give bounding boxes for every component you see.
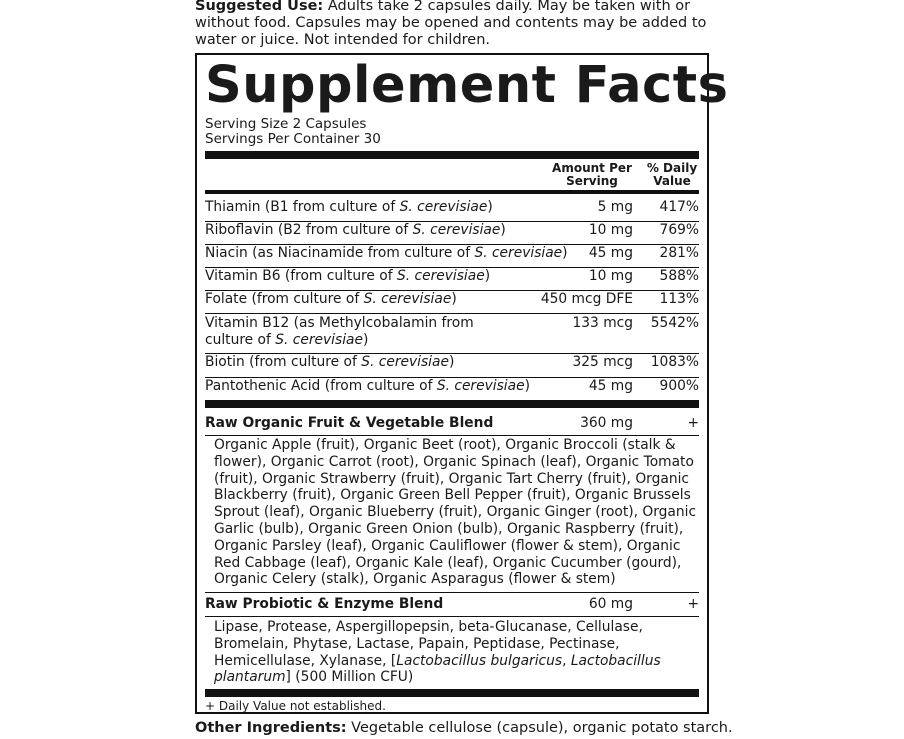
nutrient-name [205, 315, 474, 349]
nutrient-name [205, 222, 506, 239]
blend2-divider [205, 616, 699, 617]
blend1-dv: + [687, 415, 699, 431]
nutrient-name-text-line2: culture of [205, 332, 276, 348]
suggested-use-text [195, 0, 715, 49]
amount-per-serving-header [551, 162, 633, 188]
thick-divider-blends [205, 400, 699, 408]
suggested-use-label: Suggested Use: [195, 0, 324, 14]
daily-value-header [641, 162, 703, 188]
nutrient-source-organism: S. cerevisiae [436, 378, 525, 394]
nutrient-daily-value: 900% [659, 378, 699, 394]
other-ingredients-body: Vegetable cellulose (capsule), organic potato starch. [346, 720, 733, 736]
blend2-ingredients-em1: Lactobacillus bulgaricus [396, 652, 563, 669]
nutrient-name-text: Vitamin B6 (from culture of [205, 268, 397, 284]
nutrient-source-organism: S. cerevisiae [363, 291, 452, 307]
nutrient-name-close: ) [484, 268, 491, 284]
blend2-dv: + [687, 596, 699, 612]
nutrient-amount: 450 mcg DFE [540, 291, 633, 307]
nutrient-amount: 45 mg [588, 245, 633, 261]
nutrient-amount: 133 mcg [572, 315, 633, 331]
blend2-ingredients-mid: , [562, 652, 571, 669]
thick-divider-bottom [205, 689, 699, 697]
blend2-ingredients-post: ] (500 Million CFU) [285, 669, 414, 686]
nutrient-source-organism: S. cerevisiae [361, 354, 449, 370]
nutrient-name-text: Pantothenic Acid (from culture of [205, 378, 437, 394]
suggested-use-body: Adults take 2 capsules daily. May be taken with or without food. Capsules may be opened and contents may be added to water or juice. Not intended for children. [195, 0, 707, 48]
nutrient-daily-value: 1083% [650, 354, 699, 370]
dv-header-line2: Value [653, 174, 691, 188]
nutrient-name-text: Riboflavin (B2 from culture of [205, 222, 413, 238]
header-divider [205, 190, 699, 194]
serving-size: Serving Size 2 Capsules [205, 116, 367, 132]
nutrient-source-organism: S. cerevisiae [396, 268, 485, 284]
panel-title: Supplement Facts [205, 56, 729, 115]
blend2-amount: 60 mg [588, 596, 633, 612]
nutrient-name-close: ) [500, 222, 506, 238]
nutrient-name [205, 378, 530, 395]
thick-divider-top [205, 151, 699, 159]
blend1-amount: 360 mg [580, 415, 633, 431]
nutrient-amount: 10 mg [588, 222, 633, 238]
nutrient-amount: 325 mcg [572, 354, 633, 370]
nutrient-name [205, 291, 457, 308]
nutrient-name-text: Biotin (from culture of [205, 354, 362, 370]
blend1-divider [205, 435, 699, 436]
nutrient-name-text: Vitamin B12 (as Methylcobalamin from [205, 315, 474, 331]
nutrient-daily-value: 588% [659, 268, 699, 284]
blend1-name: Raw Organic Fruit & Vegetable Blend [205, 415, 494, 431]
nutrient-amount: 5 mg [597, 199, 633, 215]
blend1-ingredients: Organic Apple (fruit), Organic Beet (root), Organic Broccoli (stalk & flower), Organic Carrot (root), Organic Spinach (leaf), Organic Tomato (fruit), Organic Strawberry (fruit), Organic Tart Cherry (fruit), Organic Blackberry (fruit), Organic Green Bell Pepper (fruit), Organic Brussels Sprout (leaf), Organic Blueberry (fruit), Organic Ginger (root), Organic Garlic (bulb), Organic Green Onion (bulb), Organic Raspberry (fruit), Organic Parsley (leaf), Organic Cauliflower (flower & stem), Organic Red Cabbage (leaf), Organic Kale (leaf), Organic Cucumber (gourd), Organic Celery (stalk), Organic Asparagus (flower & stem) [214, 437, 697, 588]
daily-value-footnote: + Daily Value not established. [205, 699, 386, 713]
blend2-name: Raw Probiotic & Enzyme Blend [205, 596, 444, 612]
dv-header-line1: % Daily [646, 161, 698, 175]
blend2-top-divider [205, 592, 699, 593]
nutrient-daily-value: 113% [659, 291, 699, 307]
nutrient-name-close: ) [448, 354, 455, 370]
nutrient-name [205, 199, 493, 216]
nutrient-name [205, 268, 490, 285]
nutrient-daily-value: 769% [659, 222, 699, 238]
nutrient-name-close: ) [487, 199, 493, 215]
nutrient-daily-value: 417% [659, 199, 699, 215]
nutrient-name-close: ) [562, 245, 568, 261]
other-ingredients-label: Other Ingredients: [195, 720, 347, 736]
amount-header-line2: Serving [566, 174, 618, 188]
nutrient-name-text: Thiamin (B1 from culture of [205, 199, 400, 215]
nutrient-name [205, 354, 454, 371]
nutrient-amount: 45 mg [588, 378, 633, 394]
serving-info [205, 117, 381, 147]
other-ingredients-text [195, 720, 733, 737]
nutrient-amount: 10 mg [588, 268, 633, 284]
nutrient-source-organism: S. cerevisiae [275, 332, 363, 348]
nutrient-name [205, 245, 568, 262]
nutrient-source-organism: S. cerevisiae [399, 199, 488, 215]
nutrient-name-text: Folate (from culture of [205, 291, 364, 307]
nutrient-source-organism: S. cerevisiae [474, 245, 563, 261]
nutrient-name-text: Niacin (as Niacinamide from culture of [205, 245, 475, 261]
nutrient-source-organism: S. cerevisiae [412, 222, 501, 238]
blend2-ingredients-em2: Lactobacillus plantarum [214, 652, 661, 686]
amount-header-line1: Amount Per [552, 161, 632, 175]
servings-per-container: Servings Per Container 30 [205, 131, 381, 147]
nutrient-name-close: ) [524, 378, 530, 394]
nutrient-name-close: ) [451, 291, 457, 307]
nutrient-daily-value: 5542% [650, 315, 699, 331]
blend2-ingredients [214, 619, 702, 686]
supplement-facts-panel [195, 53, 729, 714]
nutrient-divider [205, 313, 699, 314]
nutrient-daily-value: 281% [659, 245, 699, 261]
blend2-ingredients-pre: Lipase, Protease, Aspergillopepsin, beta-Glucanase, Cellulase, Bromelain, Phytase, Lactase, Papain, Peptidase, Pectinase, Hemicellulase, Xylanase, [ [214, 619, 643, 669]
nutrient-name-close: ) [362, 332, 369, 348]
